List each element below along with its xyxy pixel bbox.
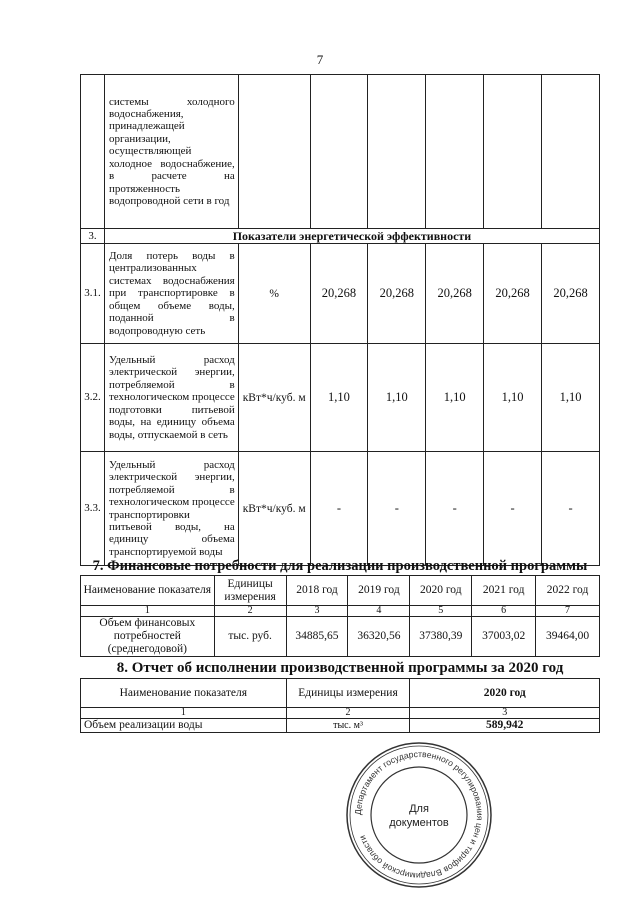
value-cell: 39464,00 (536, 617, 600, 657)
column-header: 2020 год (410, 576, 472, 606)
stamp-inner-ring (371, 767, 467, 863)
unit-cell: кВт*ч/куб. м (238, 344, 310, 452)
table-header-row (81, 576, 600, 606)
value-cell: - (542, 452, 600, 566)
column-number: 4 (348, 606, 410, 617)
column-header: 2019 год (348, 576, 410, 606)
page-number: 7 (316, 52, 324, 67)
section-header-row (81, 229, 600, 244)
column-number: 3 (410, 708, 600, 719)
row-number: 3.1. (81, 244, 105, 344)
column-number: 2 (214, 606, 286, 617)
column-header: 2022 год (536, 576, 600, 606)
value-cell: 1,10 (542, 344, 600, 452)
value-cell: 20,268 (368, 244, 426, 344)
row-number: 3.3. (81, 452, 105, 566)
column-number: 1 (81, 708, 287, 719)
unit-cell: тыс. руб. (214, 617, 286, 657)
indicator-name: Объем реализации воды (81, 719, 287, 733)
value-cell: 20,268 (484, 244, 542, 344)
value-cell: 1,10 (484, 344, 542, 452)
table-row (81, 344, 600, 452)
stamp-ring-text: Департамент государственного регулирования цен и тарифов Владимирской области (352, 748, 486, 882)
column-number: 2 (286, 708, 410, 719)
unit-cell: тыс. м³ (286, 719, 410, 733)
unit-cell: кВт*ч/куб. м (238, 452, 310, 566)
value-cell: 37003,02 (472, 617, 536, 657)
table-row-continuation (81, 75, 600, 229)
column-header: Единицы измерения (286, 679, 410, 708)
column-header: 2021 год (472, 576, 536, 606)
column-numbers-row (81, 708, 600, 719)
table-row (81, 719, 600, 733)
section-number: 3. (81, 229, 105, 244)
column-header: Наименование показателя (81, 576, 215, 606)
value-cell: 36320,56 (348, 617, 410, 657)
value-cell: 34885,65 (286, 617, 348, 657)
indicator-name: Доля потерь воды в централизованных системах водоснабжения при транспортировке в общем объеме воды, поданной в водопроводную сеть (104, 244, 238, 344)
table-header-row (81, 679, 600, 708)
value-cell: - (426, 452, 484, 566)
indicator-name: системы холодного водоснабжения, принадлежащей организации, осуществляющей холодное водоснабжение, в расчете на протяженность водопроводной сети в год (104, 75, 238, 229)
value-cell: 20,268 (542, 244, 600, 344)
column-number: 6 (472, 606, 536, 617)
section-7-title: 7. Финансовые потребности для реализации производственной программы (92, 558, 588, 574)
indicator-name: Удельный расход электрической энергии, потребляемой в технологическом процессе транспортировки питьевой воды, на единицу объема транспортируемой воды (104, 452, 238, 566)
column-number: 3 (286, 606, 348, 617)
column-header: Единицы измерения (214, 576, 286, 606)
value-cell: 1,10 (368, 344, 426, 452)
indicator-name: Объем финансовых потребностей (среднегодовой) (81, 617, 215, 657)
value-cell: 1,10 (310, 344, 368, 452)
value-cell: - (368, 452, 426, 566)
section-8-title: 8. Отчет об исполнении производственной программы за 2020 год (116, 660, 564, 676)
value-cell: 1,10 (426, 344, 484, 452)
section-title: Показатели энергетической эффективности (104, 229, 599, 244)
financial-needs-table (80, 575, 600, 657)
program-report-table (80, 678, 600, 733)
column-header: 2020 год (410, 679, 600, 708)
stamp-center-line-1: Для (409, 803, 429, 815)
column-header: 2018 год (286, 576, 348, 606)
table-row (81, 617, 600, 657)
table-row (81, 244, 600, 344)
value-cell: - (484, 452, 542, 566)
column-number: 5 (410, 606, 472, 617)
indicator-name: Удельный расход электрической энергии, потребляемой в технологическом процессе подготовки питьевой воды, на единицу объема воды, отпускаемой в сеть (104, 344, 238, 452)
value-cell: 20,268 (426, 244, 484, 344)
official-stamp (344, 740, 494, 890)
value-cell: 589,942 (410, 719, 600, 733)
column-numbers-row (81, 606, 600, 617)
unit-cell: % (238, 244, 310, 344)
column-number: 1 (81, 606, 215, 617)
value-cell: - (310, 452, 368, 566)
column-number: 7 (536, 606, 600, 617)
value-cell: 20,268 (310, 244, 368, 344)
indicators-table (80, 74, 600, 566)
value-cell: 37380,39 (410, 617, 472, 657)
stamp-center-line-2: документов (389, 817, 449, 829)
column-header: Наименование показателя (81, 679, 287, 708)
stamp-outer-ring (347, 743, 491, 887)
table-row (81, 452, 600, 566)
row-number: 3.2. (81, 344, 105, 452)
